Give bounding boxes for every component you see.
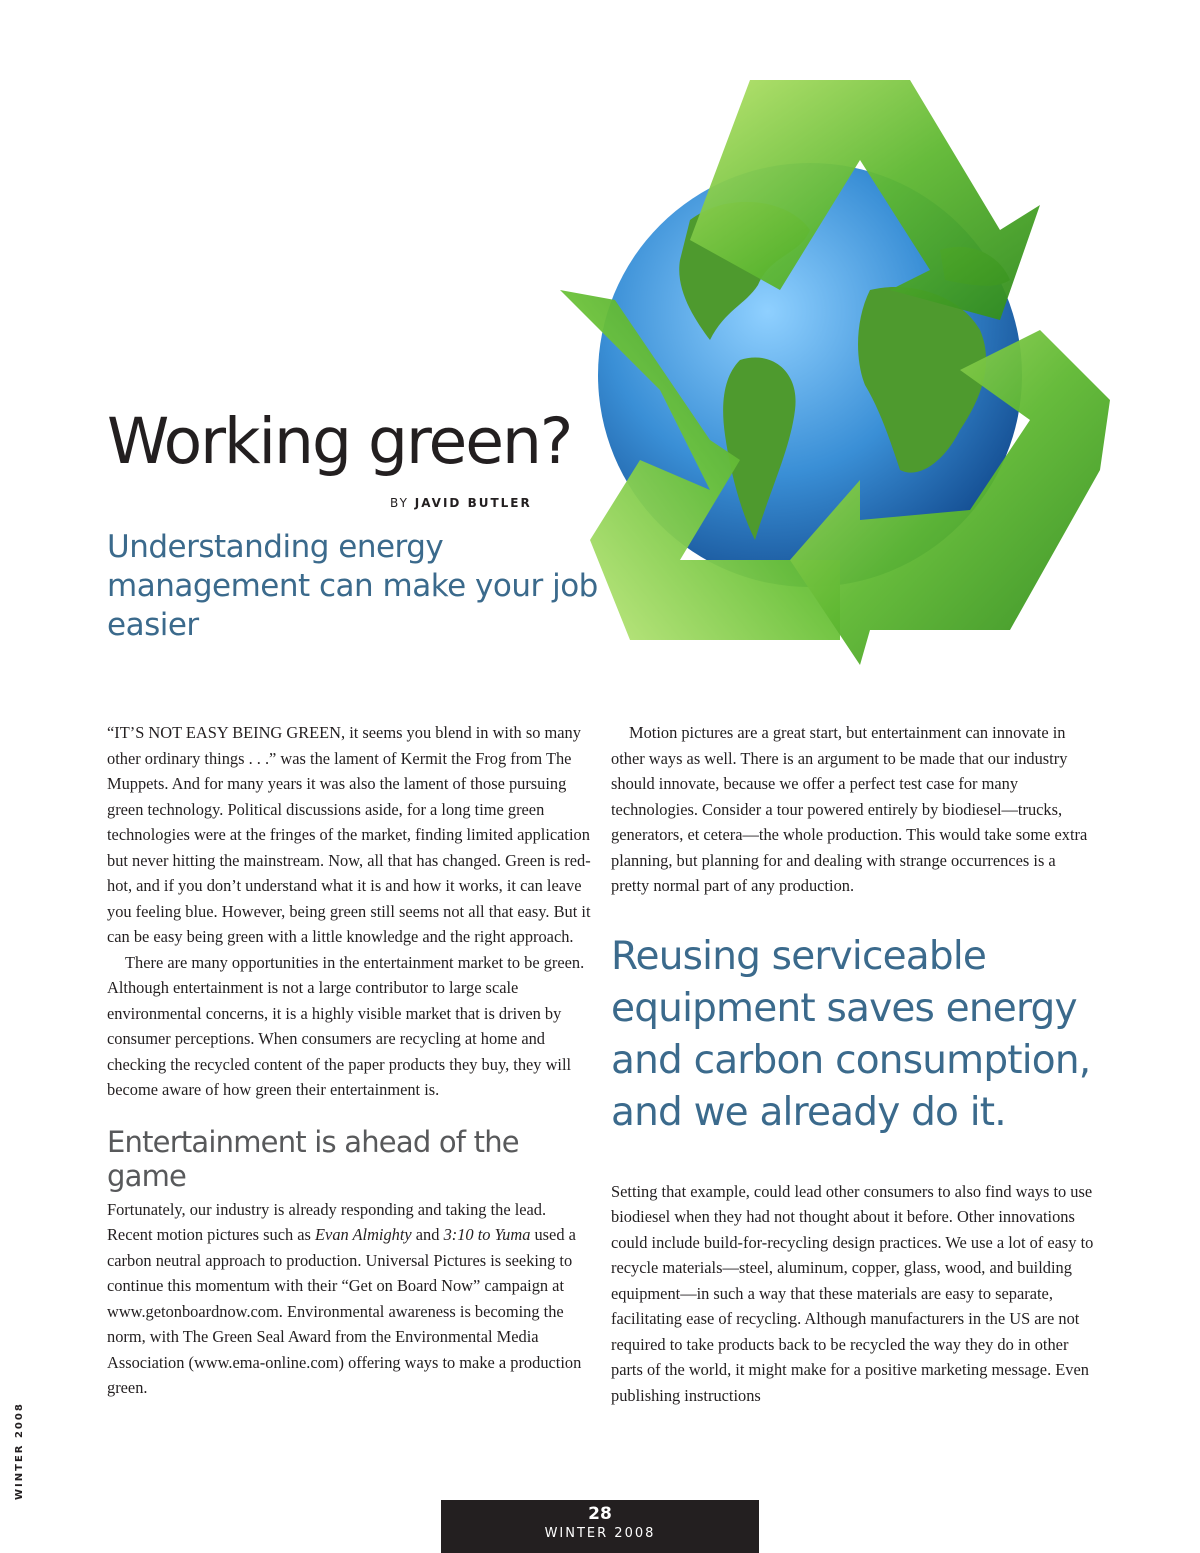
film-title: 3:10 to Yuma [443, 1225, 531, 1244]
paragraph-motion-pictures: Motion pictures are a great start, but entertainment can innovate in other ways as well. There is an argument to be made that our industry should innovate, because we offer a perfect test case for many technologies. Consider a tour powered entirely by biodiesel—trucks, generators, et cetera—the whole production. This would take some extra planning, but planning for and dealing with strange occurrences is a pretty normal part of any production. [611, 723, 1088, 895]
issue-label: WINTER 2008 [544, 1526, 656, 1541]
article-title: Working green? [107, 405, 572, 478]
paragraph-intro: “IT’S NOT EASY BEING GREEN, it seems you blend in with so many other ordinary things . . .” was the lament of Kermit the Frog from The Muppets. And for many years it was also the lament of those pursuing green technology. Political discussions aside, for a long time green technologies were at the fringes of the market, finding limited application but never hitting the mainstream. Now, all that has changed. Green is red-hot, and if you don’t understand what it is and how it works, it can leave you feeling blue. However, being green still seems not all that easy. But it can be easy being green with a little knowledge and the right approach. [107, 723, 591, 946]
paragraph-text: and [411, 1225, 444, 1244]
page-footer [441, 1500, 759, 1553]
byline-author: JAVID BUTLER [414, 496, 532, 510]
byline [390, 496, 532, 510]
article-subtitle: Understanding energy management can make your job easier [107, 529, 598, 643]
page-number: 28 [588, 1504, 612, 1524]
paragraph-text: Fortunately, our industry is already responding and taking the lead. Recent motion pictures such as [107, 1199, 547, 1244]
byline-prefix: BY [390, 496, 409, 510]
paragraph-opportunities: There are many opportunities in the entertainment market to be green. Although entertainment is not a large contributor to large scale environmental concerns, it is a highly visible market that is driven by consumer perceptions. When consumers are recycling at home and checking the recycled content of the paper products they buy, they will become aware of how green their entertainment is. [107, 952, 585, 1099]
paragraph-industry [107, 1197, 592, 1401]
pull-quote: Reusing serviceable equipment saves energy and carbon consumption, and we already do it. [611, 933, 1091, 1135]
right-column [611, 720, 1096, 1408]
left-column [107, 720, 592, 1401]
side-issue-label: WINTER 2008 [14, 1402, 25, 1500]
film-title: Evan Almighty [315, 1225, 412, 1244]
paragraph-text: used a carbon neutral approach to production. Universal Pictures is seeking to continue this momentum with their “Get on Board Now” campaign at www.getonboardnow.com. Environmental awareness is becoming the norm, with The Green Seal Award from the Environmental Media Association (www.ema-online.com) offering ways to make a production green. [107, 1225, 582, 1397]
section-heading: Entertainment is ahead of the game [107, 1124, 519, 1193]
paragraph-example: Setting that example, could lead other consumers to also find ways to use biodiesel when they had not thought about it before. Other innovations could include build-for-recycling design practices. We use a lot of easy to recycle materials—steel, aluminum, copper, glass, wood, and building equipment—in such a way that these materials are easy to separate, facilitating ease of recycling. Although manufacturers in the US are not required to take products back to be recycled the way they do in other parts of the world, it might make for a positive marketing message. Even publishing instructions [611, 1181, 1094, 1405]
